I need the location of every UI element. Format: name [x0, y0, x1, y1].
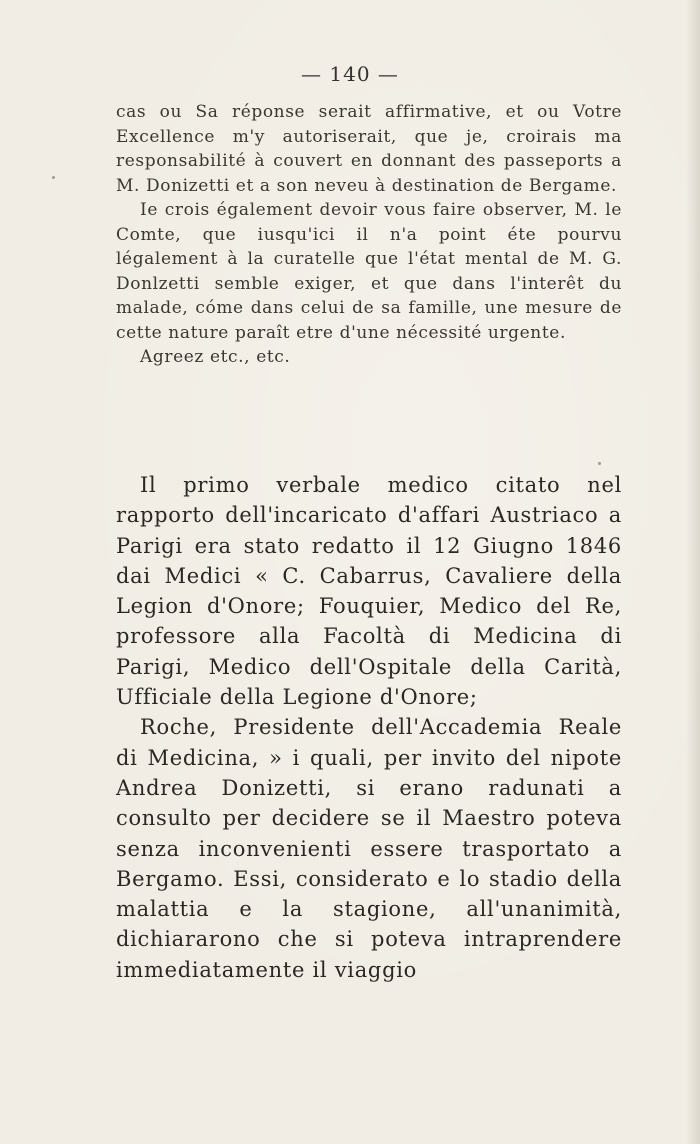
paper-speck [52, 176, 55, 179]
french-paragraph-1: cas ou Sa réponse serait affirmative, et ou Votre Excellence m'y autoriserait, que je, croirais ma responsabilité à couvert en donnant des passeports a M. Donizetti et a son neveu à destination de Bergame. [116, 102, 622, 196]
italian-body-text [116, 470, 622, 985]
page-edge-shadow [686, 0, 700, 1144]
french-letter-excerpt [116, 100, 622, 370]
italian-paragraph-2: Roche, Presidente dell'Accademia Reale di Medicina, » i quali, per invito del nipote Andrea Donizetti, si erano radunati a consulto per decidere se il Maestro poteva senza inconvenienti essere trasportato a Bergamo. Essi, considerato e lo stadio della malattia e la stagione, all'unanimità, dichiararono che si poteva intraprendere immediatamente il viaggio [116, 715, 622, 982]
page-number: — 140 — [301, 62, 399, 86]
italian-paragraph-1: Il primo verbale medico citato nel rapporto dell'incaricato d'affari Austriaco a Parigi era stato redatto il 12 Giugno 1846 dai Medici « C. Cabarrus, Cavaliere della Legion d'Onore; Fouquier, Medico del Re, professore alla Facoltà di Medicina di Parigi, Medico dell'Ospitale della Carità, Ufficiale della Legione d'Onore; [116, 473, 622, 710]
paper-speck [598, 462, 601, 465]
french-paragraph-2: Ie crois également devoir vous faire observer, M. le Comte, que iusqu'ici il n'a point éte pourvu légalement à la curatelle que l'état mental de M. G. Donlzetti semble exiger, et que dans l'interêt du malade, cóme dans celui de sa famille, une mesure de cette nature paraît etre d'une nécessité urgente. [116, 200, 622, 343]
french-closing: Agreez etc., etc. [140, 347, 291, 367]
